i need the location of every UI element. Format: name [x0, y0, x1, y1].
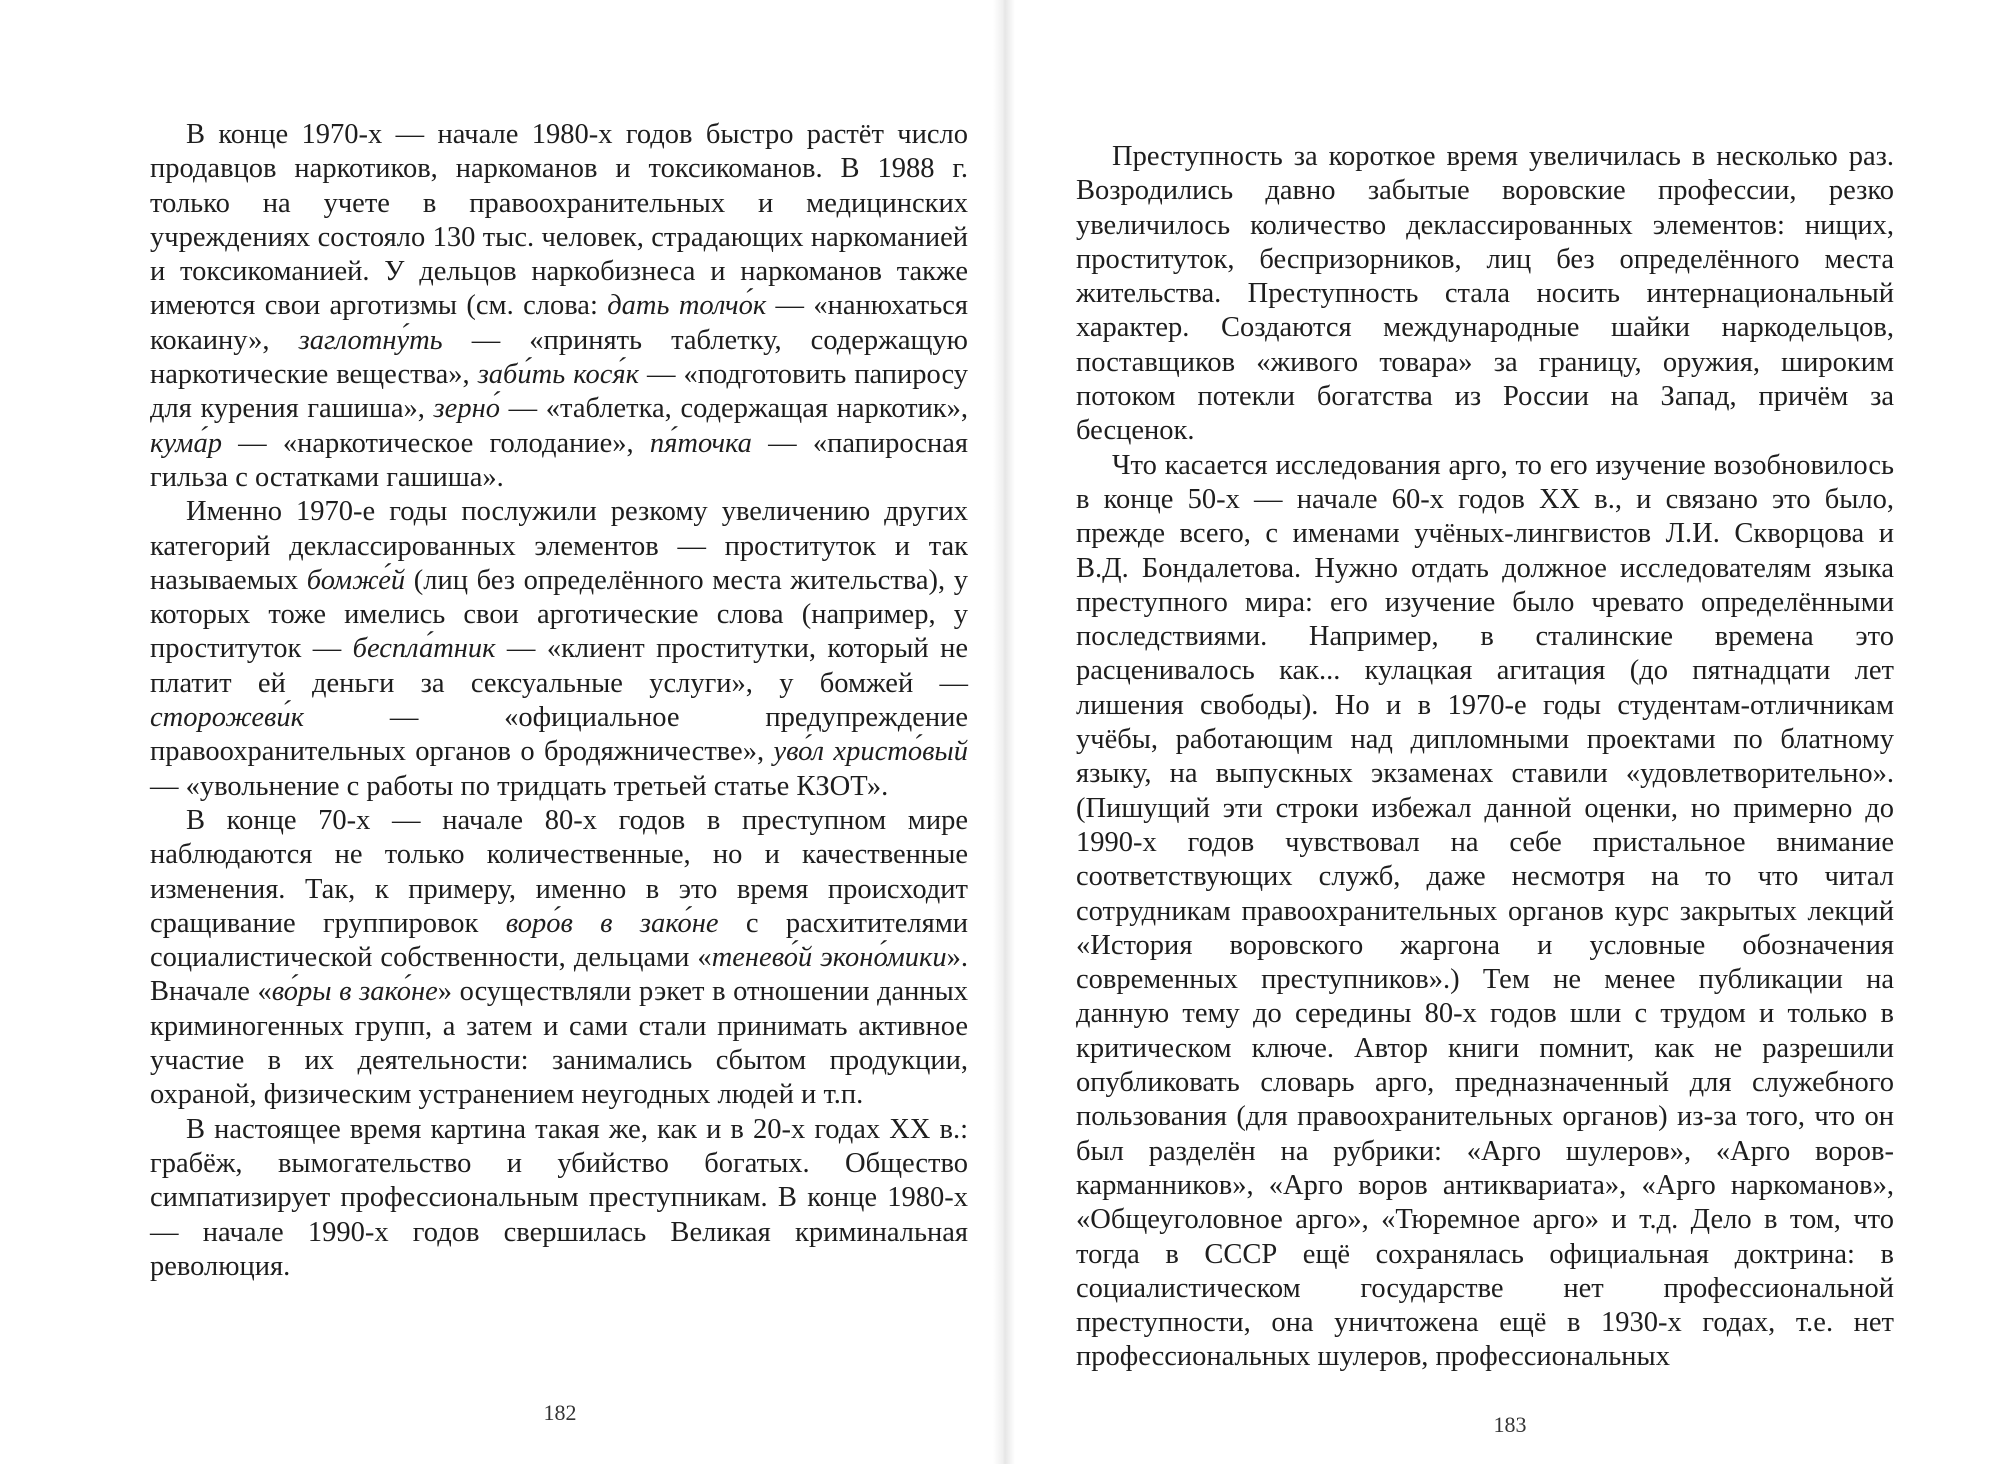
italic-term: дать толчо́к: [607, 290, 767, 322]
text-run: — «подготовить папиросу для курения гашиша»,: [150, 359, 968, 425]
paragraph: [1076, 140, 1894, 449]
italic-term: бомже́й: [306, 564, 406, 596]
text-run: Преступность за короткое время увеличилась в несколько раз. Возродились давно забытые воровские профессии, резко увеличилось количество деклассированных элементов: нищих, проституток, беспризорников, лиц без определённого места жительства. Преступность стала носить интернациональный характер. Создаются международные шайки наркодельцов, поставщиков «живого товара» за границу, оружия, широким потоком потекли богатства из России на Запад, причём за бесценок.: [1076, 141, 1894, 447]
paragraph: [1076, 449, 1894, 1375]
text-run: — «папиросная гильза с остатками гашиша».: [150, 427, 968, 493]
italic-term: тенево́й эконо́мики: [711, 942, 947, 974]
text-run: Что касается исследования арго, то его изучение возобновилось в конце 50-х — начале 60-х годов XX в., и связано это было, прежде всего, с именами учёных-лингвистов Л.И. Скворцова и В.Д. Бондалетова. Нужно отдать должное исследователям языка преступного мира: его изучение было чревато определёнными последствиями. Например, в сталинские времена это расценивалось как... кулацкая агитация (до пятнадцати лет лишения свободы). Но и в 1970-е годы студентам-отличникам учёбы, работающим над дипломными проектами по блатному языку, на выпускных экзаменах ставили «удовлетворительно». (Пишущий эти строки избежал данной оценки, но примерно до 1990-х годов чувствовал на себе пристальное внимание соответствующих служб, даже несмотря на то что читал сотрудникам правоохранительных органов курс закрытых лекций «История воровского жаргона и условные обозначения современных преступников».) Тем не менее публикации на данную тему до середины 80-х годов шли с трудом и только в критическом ключе. Автор книги помнит, как не разрешили опубликовать словарь арго, предназначенный для служебного пользования (для правоохранительных органов) из-за того, что он был разделён на рубрики: «Арго шулеров», «Арго воров-карманников», «Арго воров антиквариата», «Арго наркоманов», «Общеуголовное арго», «Тюремное арго» и т.д. Дело в том, что тогда в СССР ещё сохранялась официальная доктрина: в социалистическом государстве нет профессиональной преступности, она уничтожена ещё в 1930-х годах, т.е. нет профессиональных шулеров, профессиональных: [1076, 449, 1894, 1373]
text-run: с расхитителями социалистической собственности, дельцами «: [150, 907, 968, 974]
paragraph: [150, 1113, 968, 1284]
right-page: [1000, 0, 2000, 1464]
right-page-text: [1076, 140, 1894, 1375]
italic-term: зерно́: [433, 393, 500, 425]
text-run: — «нанюхаться кокаину»,: [150, 290, 968, 356]
paragraph: [150, 495, 968, 804]
right-page-number: 183: [1493, 1412, 1527, 1437]
text-run: — «принять таблетку, содержащую наркотические вещества»,: [150, 324, 968, 391]
italic-term: заби́ть кося́к: [477, 359, 639, 391]
text-run: — «клиент проститутки, который не платит ей деньги за сексуальные услуги», у бомжей —: [150, 633, 968, 699]
text-run: » осуществляли рэкет в отношении данных криминогенных групп, а затем и сами стали принимать активное участие в их деятельности: занимались сбытом продукции, охраной, физическим устранением неугодных людей и т.п.: [150, 976, 968, 1111]
text-run: — «официальное предупреждение правоохранительных органов о бродяжничестве»,: [150, 702, 968, 768]
text-run: ». Вначале «: [150, 942, 968, 1008]
text-run: — «увольнение с работы по тридцать третьей статье КЗОТ».: [150, 770, 889, 802]
italic-term: кума́р: [150, 427, 222, 459]
italic-term: пя́точка: [649, 427, 752, 459]
text-run: — «наркотическое голодание»,: [221, 427, 650, 459]
left-page-number: 182: [543, 1400, 577, 1425]
italic-term: во́ры в зако́не: [271, 976, 438, 1008]
italic-term: уво́л христо́вый: [773, 736, 968, 768]
text-run: (лиц без определённого места жительства), у которых тоже имелись свои арготические слова (например, у проституток —: [150, 564, 969, 665]
italic-term: сторожеви́к: [150, 702, 305, 734]
paragraph: [150, 804, 968, 1113]
left-page-text: [150, 118, 968, 1284]
paragraph: [150, 118, 968, 495]
text-run: В конце 70-х — начале 80-х годов в преступном мире наблюдаются не только количественные, но и качественные изменения. Так, к примеру, именно в это время происходит сращивание группировок: [150, 804, 968, 939]
italic-term: заглотну́ть: [298, 324, 443, 356]
italic-term: воро́в в зако́не: [505, 907, 719, 939]
italic-term: беспла́тник: [352, 633, 496, 665]
text-run: Именно 1970-е годы послужили резкому увеличению других категорий деклассированных элементов — проституток и так называемых: [150, 496, 968, 596]
text-run: — «таблетка, содержащая наркотик»,: [499, 393, 969, 425]
text-run: В конце 1970-х — начале 1980-х годов быстро растёт число продавцов наркотиков, наркоманов и токсикоманов. В 1988 г. только на учете в правоохранительных и медицинских учреждениях состояло 130 тыс. человек, страдающих наркоманией и токсикоманией. У дельцов наркобизнеса и наркоманов также имеются свои арготизмы (см. слова:: [150, 119, 968, 322]
text-run: В настоящее время картина такая же, как и в 20-х годах XX в.: грабёж, вымогательство и убийство богатых. Общество симпатизирует профессиональным преступникам. В конце 1980-х — начале 1990-х годов свершилась Великая криминальная революция.: [150, 1113, 968, 1282]
